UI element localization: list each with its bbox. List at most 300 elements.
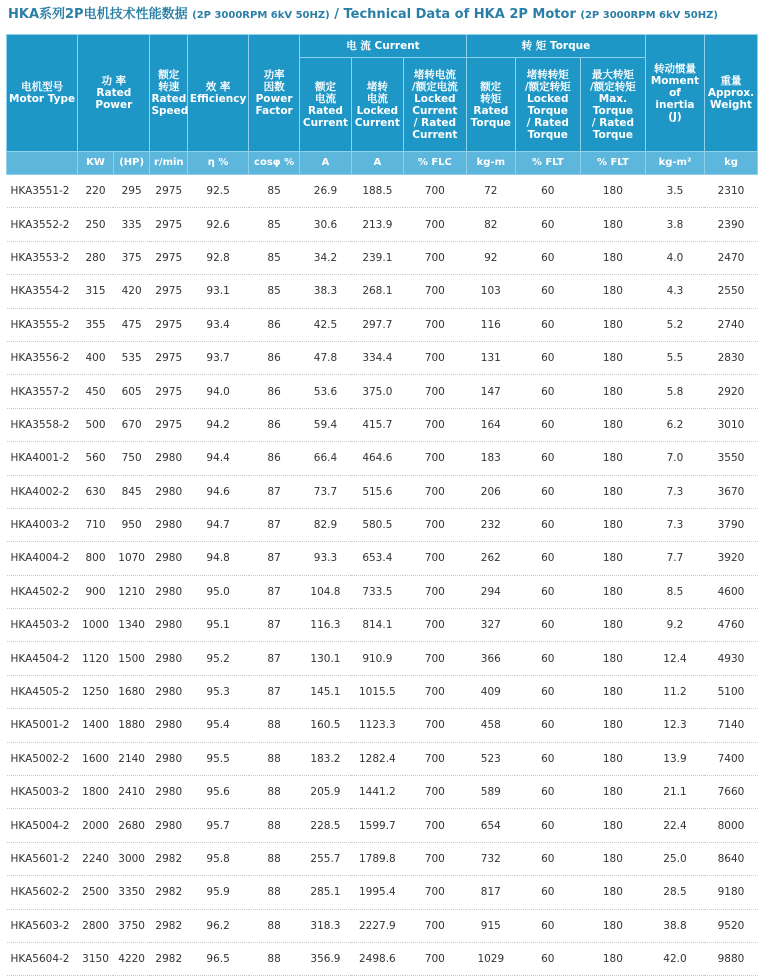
table-cell: 334.4 [351,341,403,374]
table-cell: 1070 [113,542,150,575]
table-cell: 60 [515,842,580,875]
table-row [7,475,758,508]
table-cell: 285.1 [300,876,352,909]
table-cell: 145.1 [300,675,352,708]
table-cell: 95.3 [188,675,249,708]
table-cell: 92 [466,241,515,274]
table-cell: 255.7 [300,842,352,875]
table-cell: 180 [580,809,645,842]
page-title [8,4,718,26]
table-cell: 93.4 [188,308,249,341]
table-cell: 87 [249,575,300,608]
table-cell: 2830 [704,341,757,374]
table-cell: 1120 [78,642,114,675]
table-cell: 450 [78,375,114,408]
table-cell: 2980 [150,508,188,541]
table-cell: 2975 [150,341,188,374]
table-cell: 2500 [78,876,114,909]
table-cell: 60 [515,575,580,608]
table-cell: 30.6 [300,208,352,241]
table-cell: 60 [515,341,580,374]
table-row [7,308,758,341]
table-cell: 220 [78,175,114,208]
motor-type-cell: HKA4505-2 [7,675,78,708]
table-row [7,542,758,575]
unit-cell: % FLT [580,152,645,175]
table-cell: 38.3 [300,275,352,308]
table-cell: 180 [580,275,645,308]
table-cell: 12.3 [645,709,704,742]
motor-type-cell: HKA4004-2 [7,542,78,575]
table-cell: 4.3 [645,275,704,308]
table-cell: 1880 [113,709,150,742]
table-cell: 3.5 [645,175,704,208]
table-row [7,742,758,775]
table-cell: 28.5 [645,876,704,909]
table-cell: 654 [466,809,515,842]
table-cell: 47.8 [300,341,352,374]
table-cell: 60 [515,675,580,708]
table-cell: 103 [466,275,515,308]
title-chinese: HKA系列2P电机技术性能数据 [8,7,188,22]
table-row [7,341,758,374]
table-row [7,375,758,408]
table-row [7,275,758,308]
table-cell: 814.1 [351,609,403,642]
table-cell: 180 [580,208,645,241]
table-cell: 180 [580,508,645,541]
table-cell: 88 [249,876,300,909]
unit-cell-blank [7,152,78,175]
table-cell: 116.3 [300,609,352,642]
table-cell: 1600 [78,742,114,775]
table-cell: 93.1 [188,275,249,308]
table-row [7,609,758,642]
table-cell: 2310 [704,175,757,208]
table-cell: 188.5 [351,175,403,208]
table-cell: 3920 [704,542,757,575]
table-cell: 700 [403,942,466,975]
title-separator: / [334,7,344,22]
table-cell: 800 [78,542,114,575]
table-cell: 4.0 [645,241,704,274]
table-cell: 700 [403,408,466,441]
table-cell: 160.5 [300,709,352,742]
table-cell: 2980 [150,642,188,675]
table-cell: 239.1 [351,241,403,274]
table-cell: 2975 [150,208,188,241]
unit-cell: kg-m [466,152,515,175]
table-cell: 700 [403,642,466,675]
table-cell: 2975 [150,241,188,274]
table-cell: 116 [466,308,515,341]
table-cell: 2982 [150,876,188,909]
unit-cell: kg-m² [645,152,704,175]
table-cell: 60 [515,375,580,408]
motor-type-cell: HKA3552-2 [7,208,78,241]
table-cell: 700 [403,475,466,508]
table-cell: 3790 [704,508,757,541]
table-cell: 7.0 [645,442,704,475]
table-cell: 3150 [78,942,114,975]
table-cell: 7.7 [645,542,704,575]
motor-type-cell: HKA5603-2 [7,909,78,942]
table-cell: 92.8 [188,241,249,274]
table-cell: 86 [249,442,300,475]
table-cell: 73.7 [300,475,352,508]
table-cell: 700 [403,341,466,374]
table-cell: 95.9 [188,876,249,909]
table-row [7,709,758,742]
unit-cell: kg [704,152,757,175]
table-cell: 96.5 [188,942,249,975]
motor-type-cell: HKA4503-2 [7,609,78,642]
table-cell: 464.6 [351,442,403,475]
table-cell: 85 [249,175,300,208]
unit-cell: cosφ % [249,152,300,175]
table-cell: 420 [113,275,150,308]
table-cell: 82 [466,208,515,241]
table-cell: 2980 [150,475,188,508]
motor-type-cell: HKA5002-2 [7,742,78,775]
table-cell: 700 [403,742,466,775]
table-cell: 2980 [150,575,188,608]
unit-cell: % FLC [403,152,466,175]
table-cell: 3670 [704,475,757,508]
unit-cell: KW [78,152,114,175]
table-cell: 845 [113,475,150,508]
table-cell: 2975 [150,275,188,308]
table-cell: 409 [466,675,515,708]
table-cell: 87 [249,609,300,642]
table-cell: 6.2 [645,408,704,441]
table-cell: 180 [580,475,645,508]
header-locked-current-ratio: 堵转电流 /额定电流 Locked Current / Rated Current [403,58,466,152]
table-cell: 213.9 [351,208,403,241]
table-cell: 3750 [113,909,150,942]
table-cell: 93.7 [188,341,249,374]
table-cell: 318.3 [300,909,352,942]
table-cell: 700 [403,909,466,942]
table-cell: 86 [249,375,300,408]
table-cell: 700 [403,442,466,475]
table-cell: 87 [249,508,300,541]
table-cell: 580.5 [351,508,403,541]
table-cell: 72 [466,175,515,208]
table-cell: 42.5 [300,308,352,341]
table-cell: 180 [580,842,645,875]
table-cell: 2498.6 [351,942,403,975]
table-row [7,175,758,208]
table-cell: 26.9 [300,175,352,208]
table-cell: 95.2 [188,642,249,675]
table-cell: 2982 [150,942,188,975]
table-cell: 92.6 [188,208,249,241]
table-cell: 732 [466,842,515,875]
table-cell: 700 [403,241,466,274]
table-cell: 95.6 [188,776,249,809]
table-cell: 560 [78,442,114,475]
table-cell: 700 [403,776,466,809]
table-cell: 327 [466,609,515,642]
table-cell: 4220 [113,942,150,975]
table-cell: 700 [403,575,466,608]
table-cell: 2982 [150,842,188,875]
table-row [7,675,758,708]
table-cell: 4930 [704,642,757,675]
table-cell: 700 [403,675,466,708]
table-cell: 7.3 [645,475,704,508]
table-row [7,809,758,842]
table-cell: 2975 [150,308,188,341]
table-cell: 3010 [704,408,757,441]
table-cell: 2920 [704,375,757,408]
table-cell: 1123.3 [351,709,403,742]
table-cell: 375.0 [351,375,403,408]
table-cell: 2410 [113,776,150,809]
table-cell: 1340 [113,609,150,642]
table-cell: 475 [113,308,150,341]
table-cell: 2980 [150,809,188,842]
table-cell: 5.5 [645,341,704,374]
table-cell: 535 [113,341,150,374]
table-cell: 1500 [113,642,150,675]
table-cell: 60 [515,475,580,508]
table-cell: 86 [249,341,300,374]
motor-type-cell: HKA3553-2 [7,241,78,274]
table-cell: 2980 [150,609,188,642]
table-cell: 1599.7 [351,809,403,842]
table-cell: 700 [403,709,466,742]
table-cell: 5.8 [645,375,704,408]
table-cell: 60 [515,876,580,909]
table-cell: 7.3 [645,508,704,541]
table-cell: 60 [515,442,580,475]
table-cell: 13.9 [645,742,704,775]
table-cell: 96.2 [188,909,249,942]
table-cell: 1000 [78,609,114,642]
table-cell: 2975 [150,408,188,441]
table-cell: 88 [249,842,300,875]
table-cell: 950 [113,508,150,541]
header-power-factor: 功率 因数 Power Factor [249,35,300,152]
table-cell: 915 [466,909,515,942]
table-cell: 183.2 [300,742,352,775]
table-cell: 25.0 [645,842,704,875]
table-cell: 9880 [704,942,757,975]
table-cell: 700 [403,876,466,909]
table-cell: 733.5 [351,575,403,608]
table-cell: 205.9 [300,776,352,809]
header-rated-power: 功 率 Rated Power [78,35,150,152]
table-cell: 3550 [704,442,757,475]
table-cell: 1400 [78,709,114,742]
table-row [7,842,758,875]
table-row [7,442,758,475]
table-cell: 2800 [78,909,114,942]
table-cell: 2980 [150,675,188,708]
table-cell: 85 [249,241,300,274]
table-cell: 180 [580,408,645,441]
table-cell: 2980 [150,542,188,575]
table-cell: 147 [466,375,515,408]
table-cell: 60 [515,709,580,742]
table-cell: 180 [580,776,645,809]
title-english-spec: (2P 3000RPM 6kV 50HZ) [580,10,718,21]
table-cell: 88 [249,942,300,975]
table-cell: 1250 [78,675,114,708]
table-cell: 2140 [113,742,150,775]
table-cell: 8640 [704,842,757,875]
table-cell: 60 [515,809,580,842]
table-cell: 232 [466,508,515,541]
table-cell: 7660 [704,776,757,809]
table-cell: 2980 [150,776,188,809]
table-cell: 700 [403,508,466,541]
table-cell: 53.6 [300,375,352,408]
table-cell: 228.5 [300,809,352,842]
table-cell: 60 [515,776,580,809]
table-cell: 700 [403,175,466,208]
motor-type-cell: HKA5602-2 [7,876,78,909]
table-cell: 60 [515,175,580,208]
table-cell: 180 [580,609,645,642]
table-cell: 9.2 [645,609,704,642]
table-cell: 366 [466,642,515,675]
table-cell: 670 [113,408,150,441]
table-cell: 94.8 [188,542,249,575]
table-cell: 515.6 [351,475,403,508]
table-cell: 180 [580,341,645,374]
header-rated-speed: 额定 转速 Rated Speed [150,35,188,152]
table-row [7,408,758,441]
table-cell: 60 [515,508,580,541]
table-cell: 94.6 [188,475,249,508]
table-cell: 94.4 [188,442,249,475]
table-cell: 900 [78,575,114,608]
table-cell: 12.4 [645,642,704,675]
table-cell: 11.2 [645,675,704,708]
table-cell: 500 [78,408,114,441]
table-cell: 1441.2 [351,776,403,809]
table-cell: 60 [515,208,580,241]
motor-type-cell: HKA4504-2 [7,642,78,675]
motor-type-cell: HKA5003-2 [7,776,78,809]
table-cell: 710 [78,508,114,541]
table-cell: 180 [580,942,645,975]
table-cell: 294 [466,575,515,608]
table-row [7,241,758,274]
header-efficiency: 效 率 Efficiency [188,35,249,152]
table-cell: 5.2 [645,308,704,341]
table-cell: 85 [249,208,300,241]
motor-type-cell: HKA3555-2 [7,308,78,341]
table-cell: 268.1 [351,275,403,308]
table-cell: 356.9 [300,942,352,975]
table-cell: 2227.9 [351,909,403,942]
unit-cell: A [351,152,403,175]
header-locked-current: 堵转 电流 Locked Current [351,58,403,152]
table-cell: 60 [515,241,580,274]
table-cell: 2740 [704,308,757,341]
table-row [7,942,758,975]
table-cell: 88 [249,742,300,775]
table-cell: 355 [78,308,114,341]
table-cell: 653.4 [351,542,403,575]
motor-type-cell: HKA3554-2 [7,275,78,308]
table-cell: 630 [78,475,114,508]
table-cell: 22.4 [645,809,704,842]
table-cell: 1789.8 [351,842,403,875]
table-cell: 59.4 [300,408,352,441]
table-cell: 8000 [704,809,757,842]
table-cell: 1282.4 [351,742,403,775]
unit-cell: (HP) [113,152,150,175]
table-cell: 700 [403,842,466,875]
table-cell: 88 [249,909,300,942]
table-cell: 85 [249,275,300,308]
table-cell: 180 [580,241,645,274]
table-cell: 9180 [704,876,757,909]
table-cell: 87 [249,642,300,675]
table-cell: 180 [580,909,645,942]
unit-cell: η % [188,152,249,175]
table-row [7,508,758,541]
motor-type-cell: HKA3551-2 [7,175,78,208]
table-row [7,642,758,675]
header-locked-torque-ratio: 堵转转矩 /额定转矩 Locked Torque / Rated Torque [515,58,580,152]
table-cell: 94.2 [188,408,249,441]
table-cell: 2680 [113,809,150,842]
table-cell: 86 [249,408,300,441]
table-cell: 180 [580,575,645,608]
units-row [7,152,758,175]
table-cell: 88 [249,709,300,742]
table-cell: 7400 [704,742,757,775]
table-cell: 2975 [150,175,188,208]
table-cell: 400 [78,341,114,374]
table-cell: 295 [113,175,150,208]
header-torque-group: 转 矩 Torque [466,35,645,58]
motor-type-cell: HKA5604-2 [7,942,78,975]
table-row [7,208,758,241]
motor-type-cell: HKA4002-2 [7,475,78,508]
table-cell: 458 [466,709,515,742]
table-cell: 95.4 [188,709,249,742]
table-cell: 2980 [150,742,188,775]
table-cell: 700 [403,308,466,341]
table-cell: 86 [249,308,300,341]
table-cell: 92.5 [188,175,249,208]
table-cell: 523 [466,742,515,775]
motor-type-cell: HKA4502-2 [7,575,78,608]
title-chinese-spec: (2P 3000RPM 6kV 50HZ) [192,10,330,21]
table-cell: 2470 [704,241,757,274]
table-cell: 180 [580,542,645,575]
header-current-group: 电 流 Current [300,35,467,58]
table-cell: 66.4 [300,442,352,475]
table-cell: 88 [249,809,300,842]
table-cell: 4600 [704,575,757,608]
unit-cell: A [300,152,352,175]
table-cell: 700 [403,609,466,642]
table-cell: 60 [515,609,580,642]
motor-type-cell: HKA5601-2 [7,842,78,875]
table-cell: 38.8 [645,909,704,942]
title-english: Technical Data of HKA 2P Motor [343,7,576,22]
table-cell: 2975 [150,375,188,408]
table-cell: 180 [580,876,645,909]
